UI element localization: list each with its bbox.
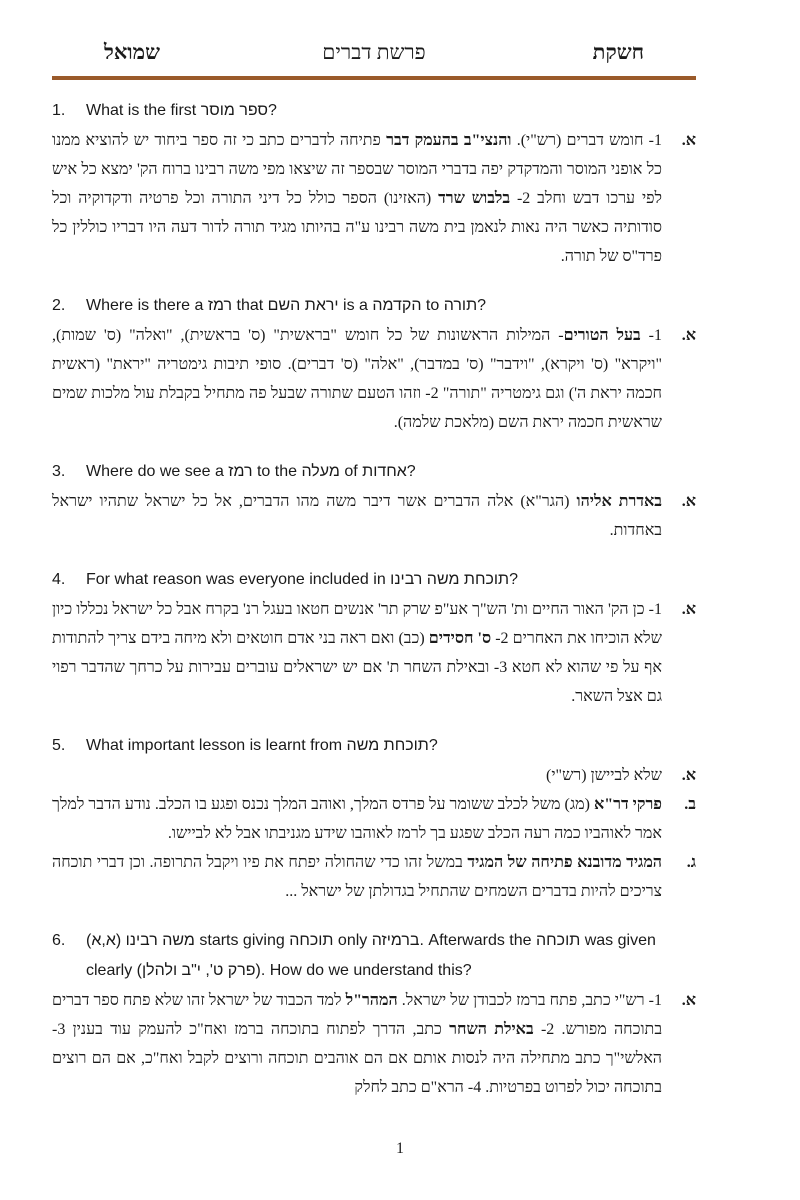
question-text: What important lesson is learnt from תוכחת משה? — [86, 737, 438, 754]
answer-segment: 1- חומש דברים (רש"י). — [511, 132, 663, 149]
question-block — [52, 457, 696, 545]
page-header — [52, 40, 696, 74]
question — [52, 96, 696, 126]
question-number: 3. — [52, 463, 66, 480]
question — [52, 291, 696, 321]
question-number: 1. — [52, 102, 66, 119]
answer-segment: 1- רש"י כתב, פתח ברמז לכבודן של ישראל. — [397, 992, 662, 1009]
question-block — [52, 926, 696, 1102]
question-number: 6. — [52, 932, 66, 949]
answer-letter: ג. — [686, 854, 696, 871]
source-name: באדרת אליהו — [576, 493, 662, 510]
header-parsha: פרשת דברים — [322, 40, 426, 64]
answer — [52, 487, 696, 545]
source-name: פרקי דר"א — [593, 796, 663, 813]
question-text: For what reason was everyone included in תוכחת משה רבינו? — [86, 571, 518, 588]
answer-segment: (מג) משל לכלב ששומר על פרדס המלך, ואוהב המלך נכנס ופגע בו הכלב. נודע הדבר למלך אמר לאוהביו כמה רעה הכלב שפגע בך לרמז לאוהבו שידע מגניבתו אבל לא לביישו. — [52, 796, 662, 842]
question — [52, 926, 696, 986]
answer — [52, 986, 696, 1102]
source-name: בלבוש שרד — [438, 190, 511, 207]
answer-letter: א. — [681, 992, 696, 1009]
answer — [52, 321, 696, 437]
answer-letter: א. — [681, 601, 696, 618]
source-name: בעל הטורים — [563, 327, 641, 344]
source-name: והנצי"ב בהעמק דבר — [386, 132, 512, 149]
answer-segment: (כב) ואם ראה בני אדם חוטאים ולא מיחה בידם צריך להתודות אף על פי שהוא לא חטא 3- ובאילת השחר ת' אם יש ישראלים עוברים עבירות על כרחך שהדבר רפוי גם אצל השאר. — [52, 630, 663, 705]
question — [52, 731, 696, 761]
answer-letter: ב. — [684, 796, 696, 813]
source-name: המהר"ל — [345, 992, 398, 1009]
answer-text — [52, 790, 662, 848]
source-name: המגיד מדובנא פתיחה של המגיד — [467, 854, 663, 871]
question-text: Where do we see a רמז to the מעלה of אחדות? — [86, 463, 416, 480]
answer — [52, 761, 696, 790]
header-author: שמואל — [104, 40, 160, 64]
answer-text — [52, 848, 662, 906]
header-book-title: חשקת — [592, 40, 644, 64]
question-text: What is the first ספר מוסר? — [86, 102, 277, 119]
answer-letter: א. — [681, 493, 696, 510]
page-number: 1 — [396, 1140, 404, 1157]
answer-segment: 1- כן הק' האור החיים ות' הש"ך אע"פ שרק תר' אנשים חטאו בעגל רנ' בקרח אבל כל ישראל נכללו כיון שלא הוכיחו את האחרים 2- — [52, 601, 662, 647]
answer-segment: (האזינו) הספר כולל כל דיני התורה וכל פרטיה ודקדוקיה וכל סודותיה כאשר היה נאות לנאמן בית משה רבינו ע"ה בהיותו מגיד תורה לדור דעה היו דבריו כוללין כל פרד"ס של תורה. — [52, 190, 662, 265]
answer-text — [52, 986, 662, 1102]
answer-segment: 1- — [640, 327, 663, 344]
answer-segment: שלא לביישן (רש"י) — [546, 767, 662, 784]
answer — [52, 848, 696, 906]
answer-letter: א. — [681, 767, 696, 784]
question-number: 5. — [52, 737, 66, 754]
answer-text — [52, 321, 662, 437]
question-block — [52, 731, 696, 906]
question-text: Where is there a רמז that יראת השם is a הקדמה to תורה? — [86, 297, 487, 314]
answer-letter: א. — [681, 132, 696, 149]
answer — [52, 790, 696, 848]
question-block — [52, 565, 696, 711]
answer-text — [52, 761, 662, 790]
header-divider — [52, 76, 696, 80]
question-number: 2. — [52, 297, 66, 314]
question-block — [52, 291, 696, 437]
answer-segment: (הגר"א) אלה הדברים אשר דיבר משה מהו הדברים, אל כל ישראל שתהיו ישראל באחדות. — [52, 493, 662, 539]
answer-segment: למד הכבוד של ישראל זהו שלא פתח ספר דברים בתוכחה מפורש. 2- — [52, 992, 663, 1038]
answer — [52, 595, 696, 711]
answer-segment: פתיחה לדברים כתב כי זה ספר ביחוד יש להוציא ממנו כל אופני המוסר והמדקדק יפה בדברי המוסר שבספר זה שיצאו מפי משה רבינו ברוח הק' ימצא כל איש לפי ערכו דבש וחלב 2- — [52, 132, 663, 207]
answer-text — [52, 595, 662, 711]
source-name: באילת השחר — [449, 1021, 534, 1038]
question-block — [52, 96, 696, 271]
answer-letter: א. — [681, 327, 696, 344]
answer-segment: במשל זהו כדי שהחולה יפתח את פיו ויקבל התרופה. וכן דברי תוכחה צריכים להיות בדברים השמחים שהתחיל בגדולתן של ישראל ... — [52, 854, 662, 900]
answer-text — [52, 126, 662, 271]
answer-segment: כתב, הדרך לפתוח בתוכחה ברמז ואח"כ להעמק עוד בענין 3- האלשי"ך כתב מתחילה היה לנסות אותם אם הם אוהבים תוכחה ורוצים לקבל ואח"כ, אם הם רוצים בתוכחה יכול לפרוט בפרטיות. 4- הרא"ם כתב לחלק — [52, 1021, 662, 1096]
question-text: משה רבינו (א,א) starts giving תוכחה only ברמיזה. Afterwards the תוכחה was given clearly (פרק ט', י"ב ולהלן). How do we understand this? — [86, 932, 656, 979]
question — [52, 457, 696, 487]
source-name: ס' חסידים — [428, 630, 492, 647]
question-number: 4. — [52, 571, 66, 588]
question — [52, 565, 696, 595]
answer-segment: - המילות הראשונות של כל חומש "בראשית" (ס' בראשית), "ואלה" (ס' שמות), "ויקרא" (ס' ויקרא), "וידבר" (ס' במדבר), "אלה" (ס' דברים). סופי תיבות גימטריה "יראת" (ראשית חכמה יראת ה') וגם גימטריה "תורה" 2- וזהו הטעם שתורה שבעל פה מתחיל בקבלת עול מלכות שמים שראשית חכמה יראת השם (מלאכת שלמה). — [52, 327, 662, 431]
qa-content — [52, 96, 696, 1122]
answer — [52, 126, 696, 271]
answer-text — [52, 487, 662, 545]
